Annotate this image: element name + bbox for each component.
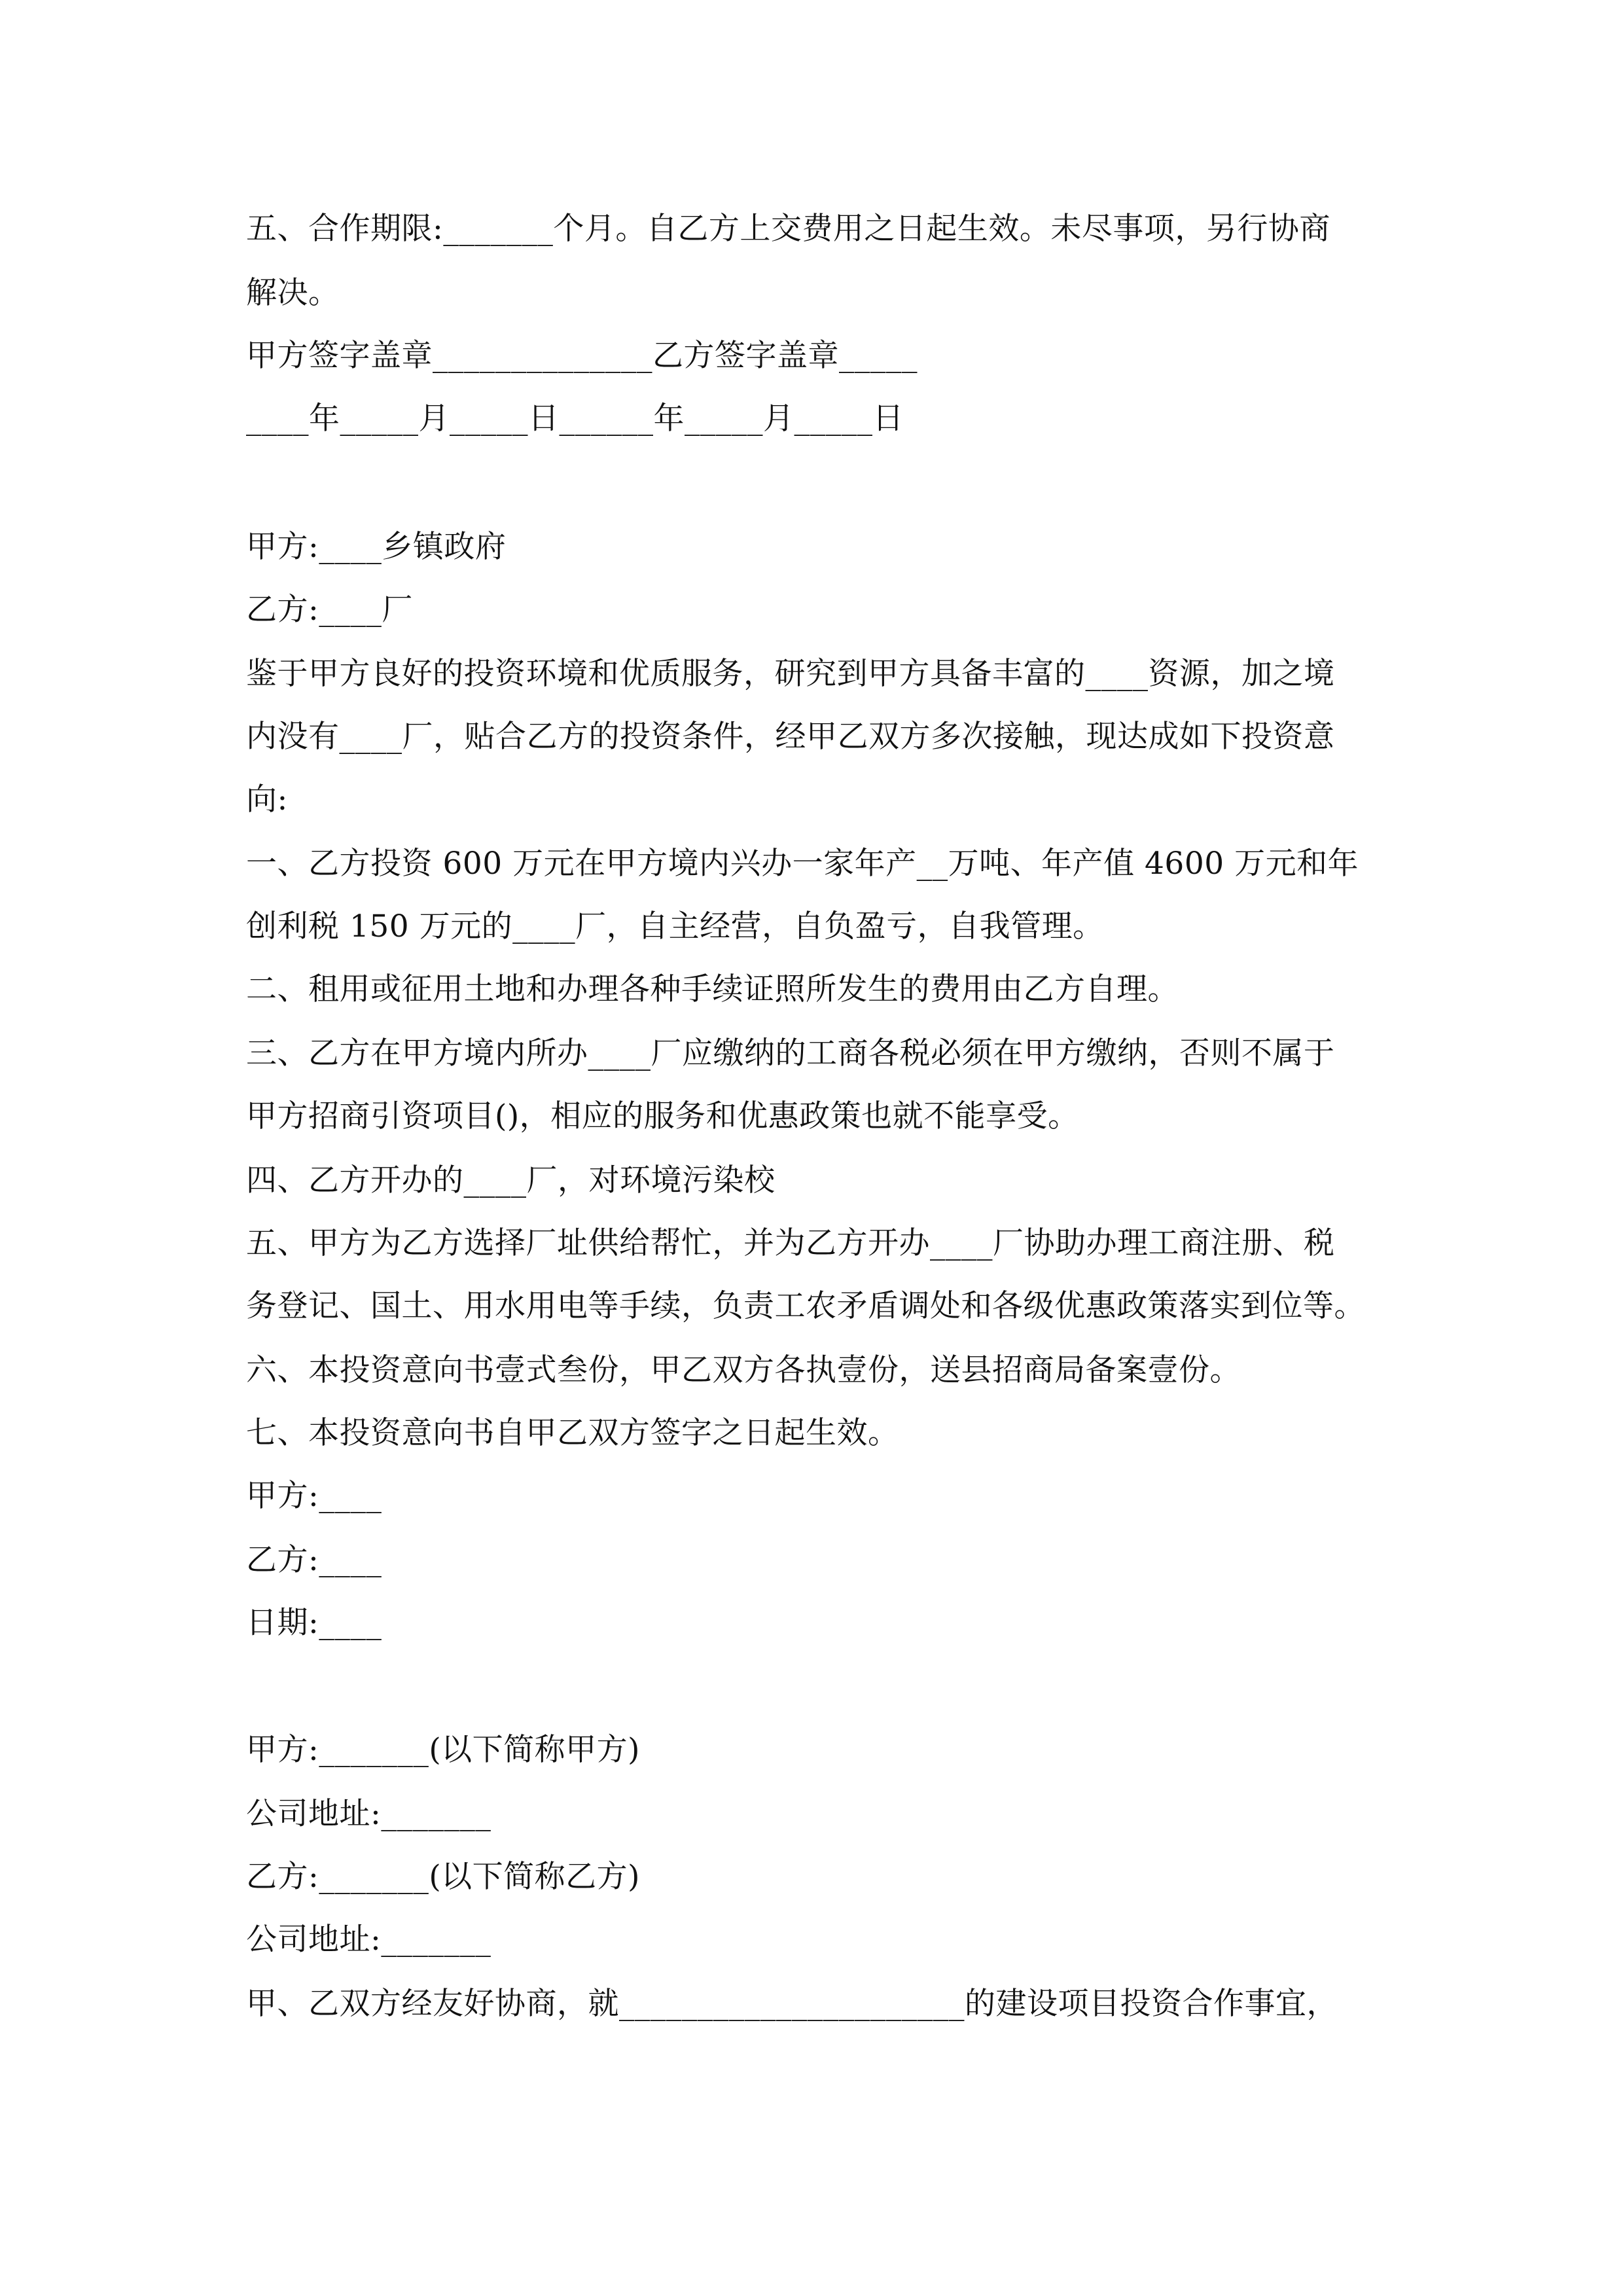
party-b-signature: 乙方:____ bbox=[246, 1542, 382, 1578]
clause-6: 六、本投资意向书壹式叁份，甲乙双方各执壹份，送县招商局备案壹份。 bbox=[246, 1352, 1241, 1388]
clause-5-line-1: 五、甲方为乙方选择厂址供给帮忙，并为乙方开办____厂协助办理工商注册、税 bbox=[246, 1225, 1335, 1261]
party-a-signature: 甲方:____ bbox=[246, 1478, 382, 1514]
party-a-header: 甲方:_______(以下简称甲方) bbox=[246, 1732, 641, 1768]
signature-seal-line: 甲方签字盖章______________乙方签字盖章_____ bbox=[246, 338, 918, 374]
party-b-address: 公司地址:_______ bbox=[246, 1922, 491, 1958]
preamble-line-1: 鉴于甲方良好的投资环境和优质服务，研究到甲方具备丰富的____资源，加之境 bbox=[246, 656, 1335, 692]
clause-4: 四、乙方开办的____厂，对环境污染校 bbox=[246, 1162, 776, 1198]
clause-7: 七、本投资意向书自甲乙双方签字之日起生效。 bbox=[246, 1415, 899, 1451]
cooperation-term-line: 五、合作期限:_______个月。自乙方上交费用之日起生效。未尽事项，另行协商 bbox=[246, 211, 1330, 247]
date-signature: 日期:____ bbox=[246, 1605, 382, 1641]
clause-5-line-2: 务登记、国土、用水用电等手续，负责工农矛盾调处和各级优惠政策落实到位等。 bbox=[246, 1288, 1365, 1324]
clause-1-line-2: 创利税 150 万元的____厂，自主经营，自负盈亏，自我管理。 bbox=[246, 908, 1104, 944]
clause-3-line-2: 甲方招商引资项目()，相应的服务和优惠政策也就不能享受。 bbox=[246, 1098, 1079, 1134]
signature-date-line: ____年_____月_____日______年_____月_____日 bbox=[246, 401, 904, 437]
cooperation-term-continuation: 解决。 bbox=[246, 275, 340, 311]
clause-2: 二、租用或征用土地和办理各种手续证照所发生的费用由乙方自理。 bbox=[246, 971, 1179, 1007]
clause-1-line-1: 一、乙方投资 600 万元在甲方境内兴办一家年产__万吨、年产值 4600 万元和年 bbox=[246, 846, 1359, 882]
party-a-address: 公司地址:_______ bbox=[246, 1796, 491, 1832]
clause-3-line-1: 三、乙方在甲方境内所办____厂应缴纳的工商各税必须在甲方缴纳，否则不属于 bbox=[246, 1035, 1335, 1071]
party-b-factory: 乙方:____厂 bbox=[246, 592, 413, 628]
party-a-township: 甲方:____乡镇政府 bbox=[246, 529, 507, 565]
preamble-line-2: 内没有____厂，贴合乙方的投资条件，经甲乙双方多次接触，现达成如下投资意 bbox=[246, 719, 1335, 755]
preamble-line-3: 向: bbox=[246, 781, 288, 817]
party-b-header: 乙方:_______(以下简称乙方) bbox=[246, 1859, 641, 1895]
agreement-intro: 甲、乙双方经友好协商，就______________________的建设项目投资合作事宜， bbox=[246, 1986, 1338, 2022]
